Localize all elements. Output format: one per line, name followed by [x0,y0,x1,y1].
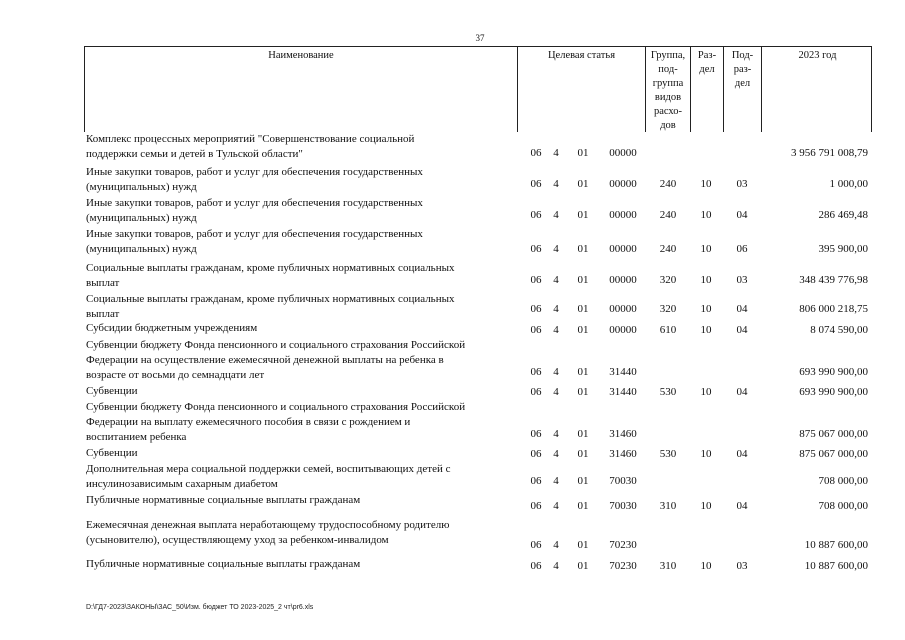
row-razdel: 10 [700,386,712,398]
row-direction: 00000 [609,147,637,159]
row-name-line: Иные закупки товаров, работ и услуг для обеспечения государственных [86,197,423,209]
header-name: Наименование [268,50,334,61]
file-path-footer: D:\ГД7-2023\ЗАКОНЫ\ЗАС_50\Изм. бюджет ТО 2023-2025_2 чт\pr6.xls [86,604,314,611]
row-amount: 10 887 600,00 [804,560,868,572]
row-name-line: инсулинозависимым сахарным диабетом [86,478,278,490]
row-group: 310 [659,500,677,512]
row-program: 01 [577,560,589,572]
row-name-line: Субвенции бюджету Фонда пенсионного и социального страхования Российской [86,339,466,351]
row-direction: 31460 [609,428,637,440]
row-name [86,132,514,162]
row-name [86,493,514,508]
row-subgp: 4 [553,428,559,440]
row-razdel: 10 [700,303,712,315]
row-subgp: 4 [553,475,559,487]
row-program: 01 [577,428,589,440]
row-group: 310 [659,560,677,572]
row-gp: 06 [530,448,542,460]
row-program: 01 [577,303,589,315]
row-amount: 875 067 000,00 [799,448,868,460]
row-razdel: 10 [700,178,712,190]
row-program: 01 [577,147,589,159]
table-row [84,292,872,321]
row-subgp: 4 [553,560,559,572]
row-name-line: возрасте от восьми до семнадцати лет [86,369,265,381]
table-row [84,338,872,384]
row-subgp: 4 [553,147,559,159]
row-gp: 06 [530,209,542,221]
row-direction: 31460 [609,448,637,460]
row-subgp: 4 [553,274,559,286]
row-name-line: Иные закупки товаров, работ и услуг для обеспечения государственных [86,166,423,178]
header-group-line: группа [652,78,684,89]
row-gp: 06 [530,274,542,286]
row-podrazdel: 04 [736,448,748,460]
row-name-line: Субвенции бюджету Фонда пенсионного и социального страхования Российской [86,401,466,413]
row-name-line: (муниципальных) нужд [86,181,197,193]
table-row [84,321,872,338]
table-row [84,132,872,165]
row-subgp: 4 [553,386,559,398]
row-group: 320 [659,303,677,315]
row-podrazdel: 03 [736,560,748,572]
row-direction: 31440 [609,386,637,398]
row-name [86,165,514,195]
header-podrazdel [723,47,761,132]
header-year: 2023 год [761,47,873,132]
row-direction: 70230 [609,560,637,572]
row-subgp: 4 [553,448,559,460]
row-razdel: 10 [700,324,712,336]
row-podrazdel: 06 [736,243,748,255]
header-razdel [690,47,723,132]
row-razdel: 10 [700,243,712,255]
row-group: 530 [659,386,677,398]
row-direction: 31440 [609,366,637,378]
row-direction: 00000 [609,209,637,221]
row-group: 530 [659,448,677,460]
row-name-line: Субвенции [86,447,138,459]
table-row [84,557,872,574]
table-row [84,165,872,196]
row-razdel: 10 [700,560,712,572]
row-gp: 06 [530,366,542,378]
row-program: 01 [577,500,589,512]
header-group-line: Группа, [650,50,686,61]
row-program: 01 [577,448,589,460]
row-razdel: 10 [700,274,712,286]
row-program: 01 [577,178,589,190]
row-subgp: 4 [553,209,559,221]
row-subgp: 4 [553,539,559,551]
row-name [86,196,514,226]
row-name-line: Субвенции [86,385,138,397]
row-program: 01 [577,366,589,378]
row-name-line: (муниципальных) нужд [86,212,197,224]
row-name-line: Иные закупки товаров, работ и услуг для обеспечения государственных [86,228,423,240]
row-amount: 693 990 900,00 [799,386,868,398]
row-name-line: воспитанием ребенка [86,431,187,443]
row-name [86,446,514,461]
row-name-line: (усыновителю), осуществляющему уход за ребенком-инвалидом [86,534,389,546]
row-gp: 06 [530,324,542,336]
row-name-line: Комплекс процессных мероприятий "Совершенствование социальной [86,133,415,145]
header-podrazdel-line: дел [734,78,751,89]
row-gp: 06 [530,539,542,551]
table-row [84,493,872,518]
row-amount: 875 067 000,00 [799,428,868,440]
row-gp: 06 [530,303,542,315]
row-group: 240 [659,243,677,255]
row-subgp: 4 [553,366,559,378]
row-program: 01 [577,386,589,398]
row-name-line: Субсидии бюджетным учреждениям [86,322,258,334]
row-direction: 00000 [609,324,637,336]
row-name [86,292,514,322]
row-gp: 06 [530,178,542,190]
table-row [84,518,872,557]
row-direction: 00000 [609,274,637,286]
row-direction: 00000 [609,303,637,315]
row-gp: 06 [530,560,542,572]
row-name-line: выплат [86,308,120,320]
row-name-line: Дополнительная мера социальной поддержки семей, воспитывающих детей с [86,463,451,475]
header-target: Целевая статья [517,47,645,132]
row-podrazdel: 04 [736,324,748,336]
row-razdel: 10 [700,448,712,460]
row-gp: 06 [530,243,542,255]
row-amount: 708 000,00 [818,475,868,487]
row-name-line: Публичные нормативные социальные выплаты гражданам [86,558,361,570]
row-name-line: (муниципальных) нужд [86,243,197,255]
row-direction: 70030 [609,500,637,512]
row-direction: 00000 [609,178,637,190]
row-subgp: 4 [553,243,559,255]
header-group-line: под- [658,64,678,75]
row-name [86,462,514,492]
row-gp: 06 [530,386,542,398]
row-amount: 8 074 590,00 [810,324,868,336]
row-name-line: поддержки семьи и детей в Тульской области" [86,148,303,160]
row-program: 01 [577,475,589,487]
row-group: 610 [659,324,677,336]
row-name-line: Федерации на выплату ежемесячного пособия в связи с рождением и [86,416,411,428]
row-razdel: 10 [700,500,712,512]
row-program: 01 [577,324,589,336]
row-name [86,518,514,548]
header-razdel-line: дел [699,64,715,75]
row-amount: 395 900,00 [818,243,868,255]
row-name [86,557,514,572]
row-group: 240 [659,178,677,190]
row-name-line: Ежемесячная денежная выплата неработающему трудоспособному родителю [86,519,450,531]
page-number: 37 [475,33,485,43]
row-amount: 708 000,00 [818,500,868,512]
header-group-line: дов [660,120,676,131]
header-podrazdel-line: Под- [731,50,754,61]
row-name-line: Федерации на осуществление ежемесячной денежной выплаты на ребенка в [86,354,444,366]
row-subgp: 4 [553,303,559,315]
row-name [86,321,514,336]
row-gp: 06 [530,500,542,512]
row-program: 01 [577,243,589,255]
row-razdel: 10 [700,209,712,221]
row-podrazdel: 04 [736,303,748,315]
row-name [86,338,514,383]
header-razdel-line: Раз- [697,50,717,61]
header-group [645,47,690,132]
row-subgp: 4 [553,324,559,336]
row-group: 320 [659,274,677,286]
row-podrazdel: 03 [736,178,748,190]
row-gp: 06 [530,475,542,487]
row-direction: 70230 [609,539,637,551]
row-program: 01 [577,209,589,221]
row-name [86,384,514,399]
row-gp: 06 [530,428,542,440]
row-name [86,400,514,445]
table-row [84,196,872,227]
table-row [84,446,872,462]
header-group-line: расхо- [653,106,683,117]
row-name-line: Социальные выплаты гражданам, кроме публичных нормативных социальных [86,293,455,305]
row-direction: 00000 [609,243,637,255]
table-header [84,46,872,132]
row-direction: 70030 [609,475,637,487]
row-podrazdel: 04 [736,500,748,512]
header-group-line: видов [654,92,682,103]
table-row [84,227,872,261]
row-amount: 286 469,48 [818,209,868,221]
row-name [86,261,514,291]
row-podrazdel: 04 [736,209,748,221]
row-amount: 693 990 900,00 [799,366,868,378]
row-podrazdel: 03 [736,274,748,286]
table-row [84,400,872,446]
row-subgp: 4 [553,500,559,512]
row-name-line: Публичные нормативные социальные выплаты гражданам [86,494,361,506]
table-row [84,384,872,400]
row-name [86,227,514,257]
table-row [84,261,872,292]
row-program: 01 [577,539,589,551]
row-gp: 06 [530,147,542,159]
row-program: 01 [577,274,589,286]
row-subgp: 4 [553,178,559,190]
row-amount: 10 887 600,00 [804,539,868,551]
row-group: 240 [659,209,677,221]
header-podrazdel-line: раз- [733,64,752,75]
row-amount: 348 439 776,98 [799,274,868,286]
row-amount: 3 956 791 008,79 [791,147,868,159]
row-podrazdel: 04 [736,386,748,398]
row-amount: 806 000 218,75 [799,303,868,315]
row-amount: 1 000,00 [829,178,868,190]
row-name-line: выплат [86,277,120,289]
table-row [84,462,872,493]
row-name-line: Социальные выплаты гражданам, кроме публичных нормативных социальных [86,262,455,274]
